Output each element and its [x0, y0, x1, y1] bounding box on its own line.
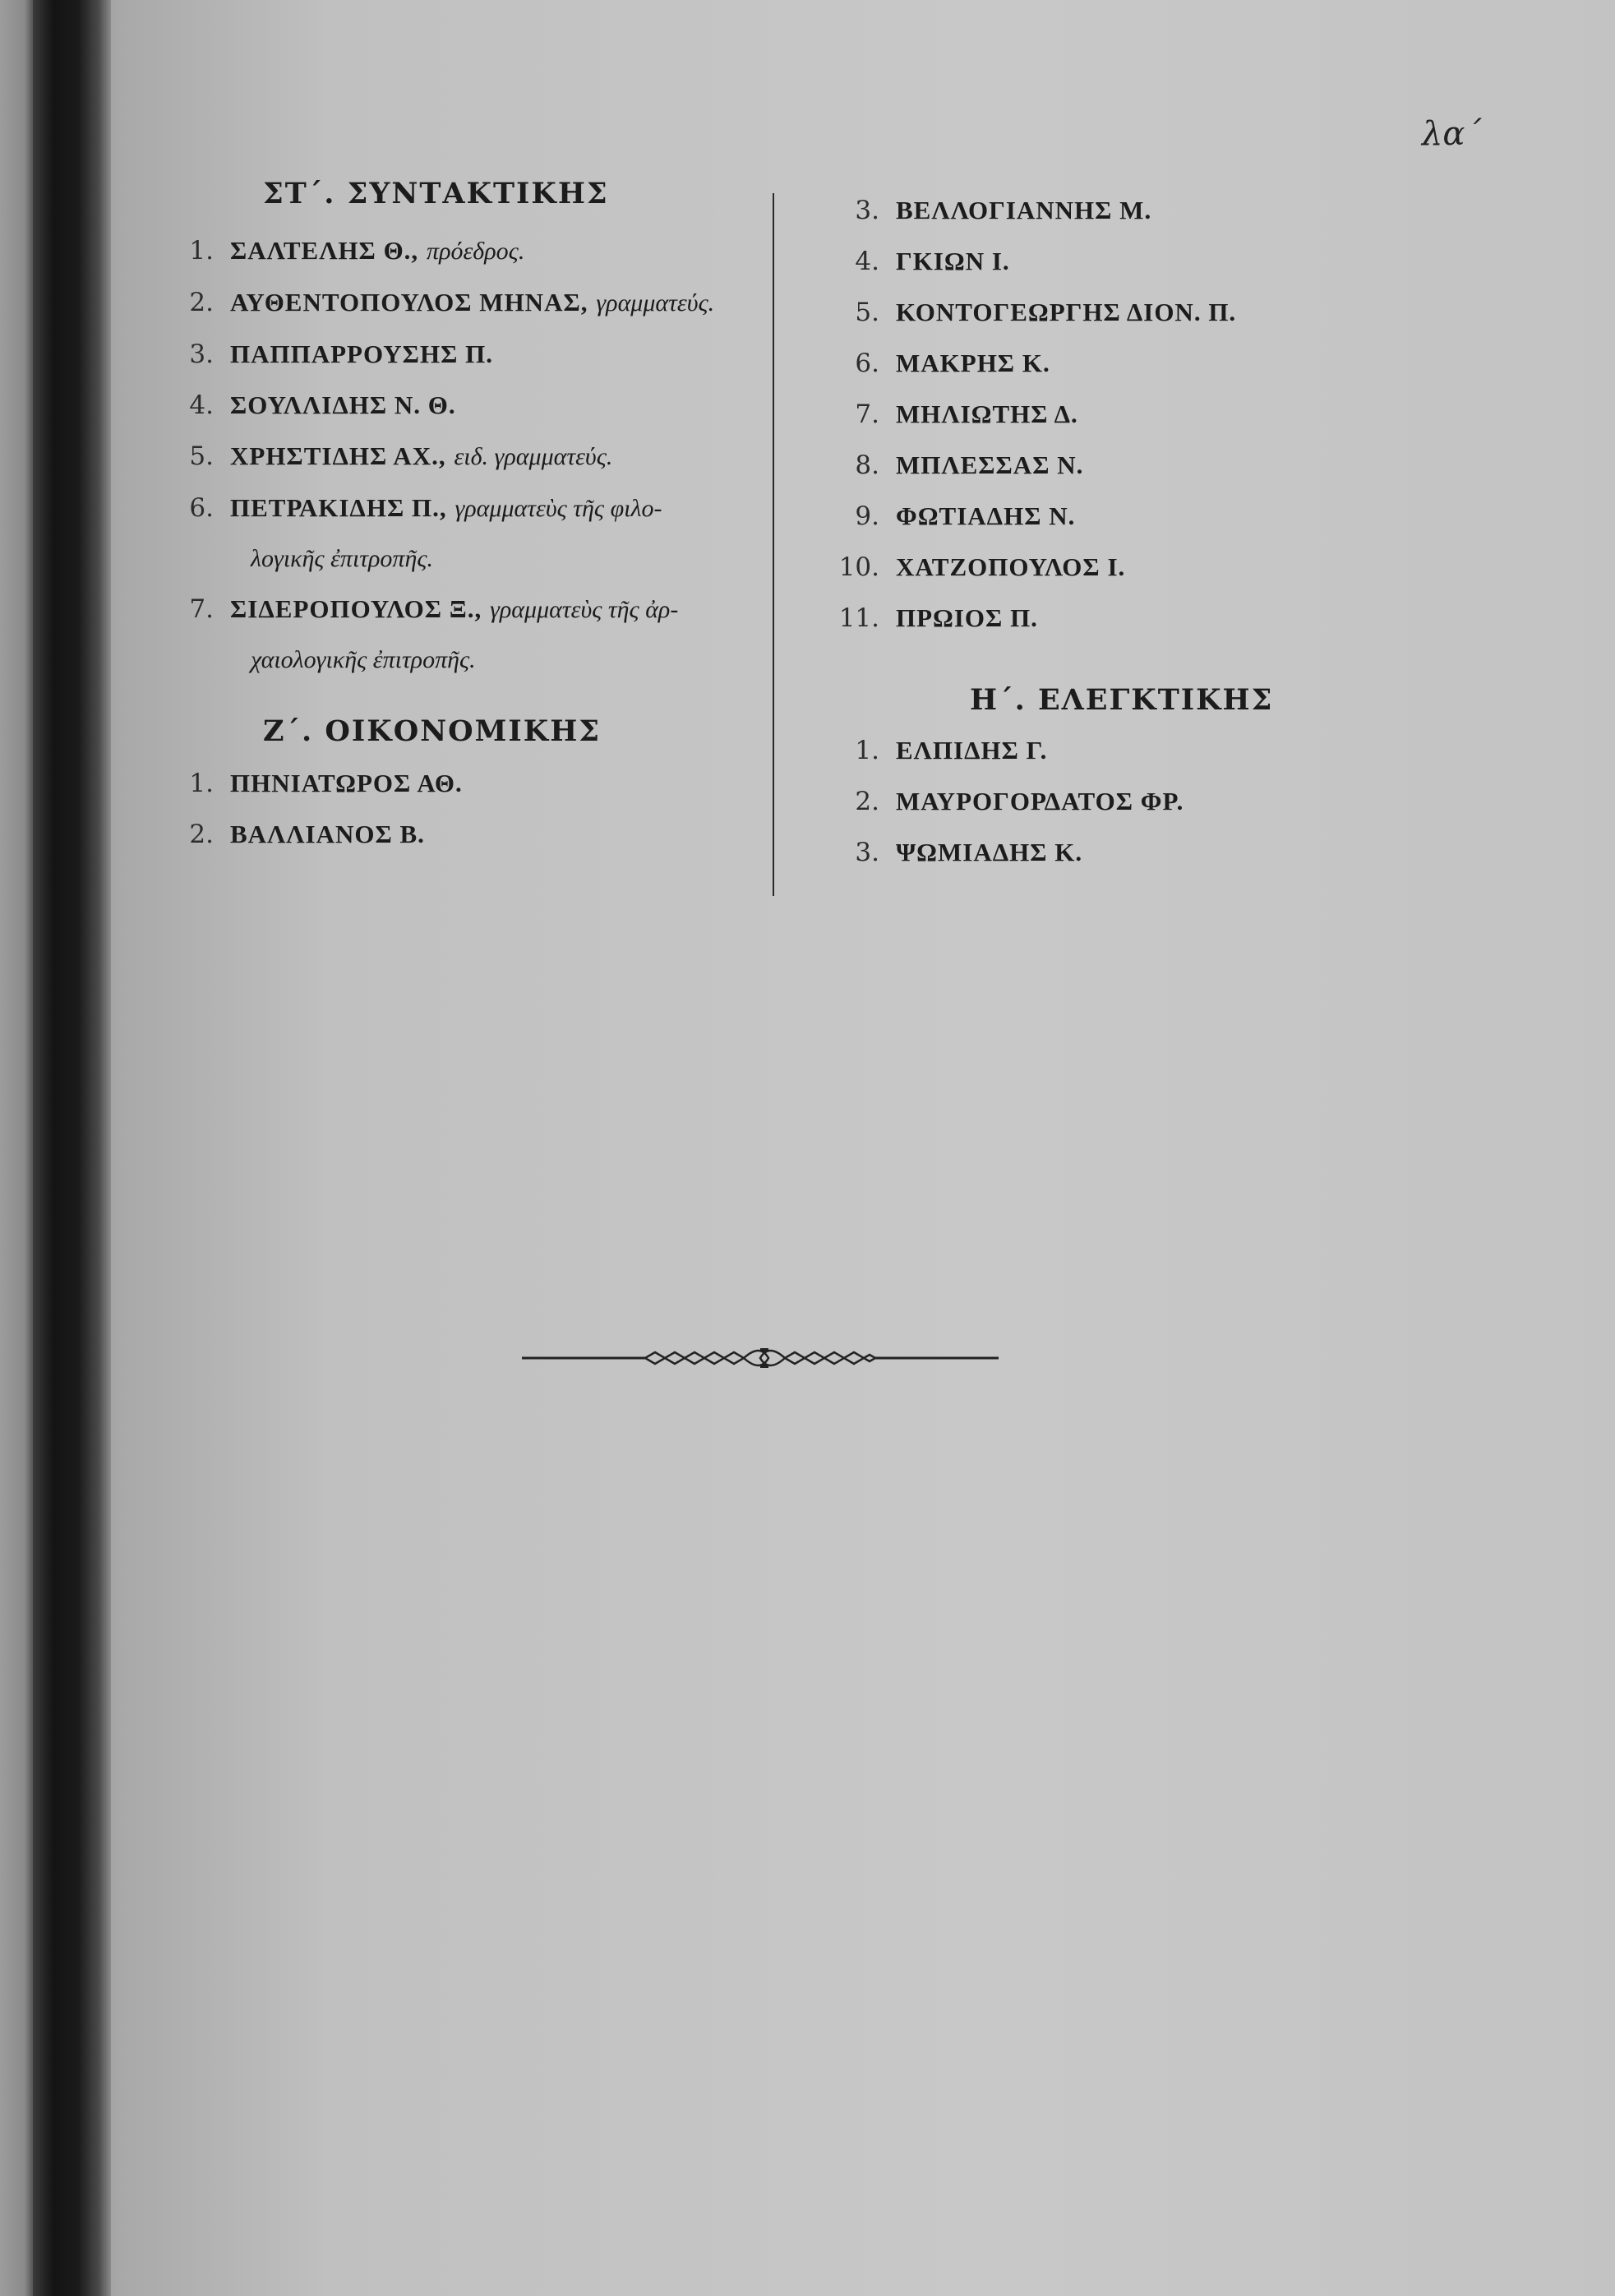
list-item — [830, 725, 1405, 776]
member-name: ΣΙΔΕΡΟΠΟΥΛΟΣ Ξ., — [230, 594, 482, 623]
entry-number: 9. — [855, 501, 879, 531]
list-item — [830, 338, 1405, 389]
entry-number: 5. — [855, 298, 879, 327]
list-item — [830, 593, 1405, 644]
book-binding-shadow — [33, 0, 111, 2296]
list-item — [830, 185, 1405, 236]
section-heading-st: ΣΤ΄. ΣΥΝΤΑΚΤΙΚΗΣ — [263, 177, 609, 210]
page-folio: λα΄ — [1422, 115, 1482, 153]
list-item — [164, 225, 773, 277]
member-name: ΜΑΚΡΗΣ Κ. — [896, 349, 1050, 377]
list-item — [164, 431, 773, 483]
entry-number: 4. — [189, 390, 214, 420]
list-item — [164, 809, 773, 860]
entry-number: 4. — [855, 247, 879, 276]
list-item — [830, 287, 1405, 338]
entry-number: 5. — [189, 441, 214, 471]
left-column — [164, 177, 773, 860]
member-name: ΦΩΤΙΑΔΗΣ Ν. — [896, 501, 1076, 530]
entry-number: 3. — [189, 340, 214, 369]
list-item — [164, 584, 773, 635]
entry-number: 10. — [838, 552, 879, 582]
entry-number: 7. — [855, 400, 879, 429]
member-name: ΨΩΜΙΑΔΗΣ Κ. — [896, 838, 1083, 866]
member-name: ΜΗΛΙΩΤΗΣ Δ. — [896, 400, 1078, 428]
member-name: ΠΗΝΙΑΤΩΡΟΣ ΑΘ. — [230, 769, 463, 797]
ornamental-rule — [522, 1333, 999, 1383]
list-item — [164, 483, 773, 534]
list-item — [164, 758, 773, 809]
list-item — [830, 827, 1405, 878]
member-name: ΣΟΥΛΛΙΔΗΣ Ν. Θ. — [230, 390, 456, 419]
entry-number: 1. — [189, 769, 214, 798]
member-name: ΧΡΗΣΤΙΔΗΣ ΑΧ., — [230, 441, 446, 470]
entry-number: 11. — [838, 603, 879, 633]
member-name: ΒΑΛΛΙΑΝΟΣ Β. — [230, 820, 425, 848]
member-name: ΑΥΘΕΝΤΟΠΟΥΛΟΣ ΜΗΝΑΣ, — [230, 288, 588, 316]
entry-number: 8. — [855, 450, 879, 480]
entry-number: 3. — [855, 838, 879, 867]
member-role: πρόεδρος. — [427, 238, 525, 265]
list-item — [830, 542, 1405, 593]
member-role: ειδ. γραμματεύς. — [454, 443, 613, 470]
member-name: ΜΑΥΡΟΓΟΡΔΑΤΟΣ ΦΡ. — [896, 787, 1184, 815]
section-heading-z: Ζ΄. ΟΙΚΟΝΟΜΙΚΗΣ — [263, 714, 602, 748]
member-name: ΧΑΤΖΟΠΟΥΛΟΣ Ι. — [896, 552, 1126, 581]
member-name: ΒΕΛΛΟΓΙΑΝΝΗΣ Μ. — [896, 196, 1152, 224]
entry-number: 3. — [855, 196, 879, 225]
entry-number: 6. — [189, 493, 214, 523]
list-item — [830, 389, 1405, 440]
page-edge — [0, 0, 33, 2296]
list-item — [164, 380, 773, 431]
entry-number: 2. — [855, 787, 879, 816]
list-item — [830, 776, 1405, 827]
entry-number: 6. — [855, 349, 879, 378]
member-name: ΠΡΩΙΟΣ Π. — [896, 603, 1038, 632]
entry-number: 1. — [189, 236, 214, 266]
list-item — [830, 440, 1405, 491]
member-role-continuation: λογικῆς ἐπιτροπῆς. — [251, 545, 434, 572]
member-name: ΜΠΛΕΣΣΑΣ Ν. — [896, 450, 1084, 479]
entry-number: 1. — [855, 736, 879, 765]
member-role: γραμματεὺς τῆς ἀρ- — [490, 596, 679, 623]
list-item — [164, 329, 773, 380]
section-heading-h: Η΄. ΕΛΕΓΚΤΙΚΗΣ — [970, 683, 1274, 717]
member-role: γραμματεὺς τῆς φιλο- — [455, 495, 662, 522]
member-name: ΕΛΠΙΔΗΣ Γ. — [896, 736, 1048, 765]
member-name: ΠΕΤΡΑΚΙΔΗΣ Π., — [230, 493, 447, 522]
list-item — [830, 236, 1405, 287]
list-item — [164, 277, 773, 329]
member-name: ΣΑΛΤΕΛΗΣ Θ., — [230, 236, 419, 265]
entry-number: 2. — [189, 288, 214, 317]
member-role-continuation: χαιολογικῆς ἐπιτροπῆς. — [251, 646, 476, 673]
list-item — [830, 491, 1405, 542]
entry-number: 7. — [189, 594, 214, 624]
member-role: γραμματεύς. — [596, 289, 715, 316]
member-name: ΠΑΠΠΑΡΡΟΥΣΗΣ Π. — [230, 340, 493, 368]
member-name: ΓΚΙΩΝ Ι. — [896, 247, 1010, 275]
right-column — [830, 185, 1405, 878]
member-name: ΚΟΝΤΟΓΕΩΡΓΗΣ ΔΙΟΝ. Π. — [896, 298, 1237, 326]
entry-number: 2. — [189, 820, 214, 849]
column-divider — [773, 193, 774, 896]
